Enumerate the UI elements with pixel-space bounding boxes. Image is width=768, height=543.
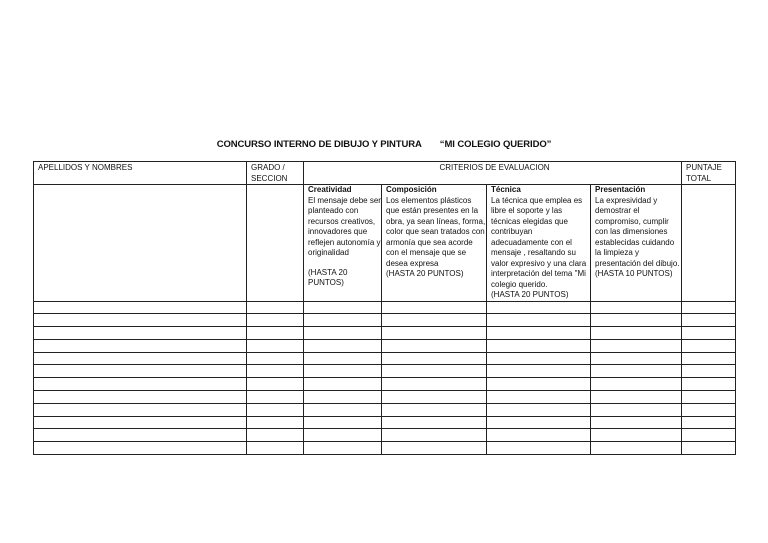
tecnica-cell[interactable] — [487, 442, 591, 455]
total-cell[interactable] — [682, 403, 736, 416]
composicion-cell[interactable] — [382, 352, 487, 365]
tecnica-cell[interactable] — [487, 391, 591, 404]
total-cell[interactable] — [682, 314, 736, 327]
presentacion-cell[interactable] — [591, 365, 682, 378]
grade-cell[interactable] — [247, 391, 304, 404]
tecnica-cell[interactable] — [487, 365, 591, 378]
composicion-cell[interactable] — [382, 391, 487, 404]
grade-cell[interactable] — [247, 352, 304, 365]
presentacion-cell[interactable] — [591, 339, 682, 352]
criterion-composicion: Composición Los elementos plásticos que están presentes en la obra, ya sean líneas, forma, color que sean tratados con armonía que sea acorde con el mensaje que se desea expresa (HASTA 20 PUNTOS) — [382, 185, 487, 302]
tecnica-cell[interactable] — [487, 429, 591, 442]
name-cell[interactable] — [34, 365, 247, 378]
header-criteria: CRITERIOS DE EVALUACION — [304, 162, 682, 185]
grade-cell[interactable] — [247, 339, 304, 352]
header-total: PUNTAJE TOTAL — [682, 162, 736, 185]
tecnica-cell[interactable] — [487, 301, 591, 314]
name-cell[interactable] — [34, 352, 247, 365]
table-row — [34, 301, 736, 314]
creatividad-cell[interactable] — [304, 442, 382, 455]
name-cell[interactable] — [34, 391, 247, 404]
total-cell[interactable] — [682, 327, 736, 340]
total-cell[interactable] — [682, 352, 736, 365]
composicion-cell[interactable] — [382, 416, 487, 429]
presentacion-cell[interactable] — [591, 314, 682, 327]
composicion-cell[interactable] — [382, 429, 487, 442]
grade-cell[interactable] — [247, 327, 304, 340]
total-cell[interactable] — [682, 365, 736, 378]
header-grade: GRADO / SECCION — [247, 162, 304, 185]
composicion-cell[interactable] — [382, 403, 487, 416]
presentacion-cell[interactable] — [591, 429, 682, 442]
table-row — [34, 314, 736, 327]
name-cell[interactable] — [34, 301, 247, 314]
table-row — [34, 339, 736, 352]
creatividad-cell[interactable] — [304, 391, 382, 404]
grade-cell[interactable] — [247, 314, 304, 327]
total-cell[interactable] — [682, 429, 736, 442]
title-motto: “MI COLEGIO QUERIDO” — [439, 139, 552, 150]
total-cell[interactable] — [682, 185, 736, 302]
name-cell[interactable] — [34, 403, 247, 416]
tecnica-cell[interactable] — [487, 314, 591, 327]
table-row — [34, 378, 736, 391]
name-cell[interactable] — [34, 416, 247, 429]
header-names: APELLIDOS Y NOMBRES — [34, 162, 247, 185]
tecnica-cell[interactable] — [487, 403, 591, 416]
creatividad-cell[interactable] — [304, 365, 382, 378]
criterion-creatividad: Creatividad El mensaje debe ser planteado con recursos creativos, innovadores que reflejen autonomía y originalidad (HASTA 20 PUNTOS) — [304, 185, 382, 302]
name-cell[interactable] — [34, 185, 247, 302]
creatividad-cell[interactable] — [304, 314, 382, 327]
tecnica-cell[interactable] — [487, 416, 591, 429]
grade-cell[interactable] — [247, 365, 304, 378]
composicion-cell[interactable] — [382, 339, 487, 352]
grade-cell[interactable] — [247, 442, 304, 455]
table-row — [34, 442, 736, 455]
tecnica-cell[interactable] — [487, 352, 591, 365]
name-cell[interactable] — [34, 327, 247, 340]
creatividad-cell[interactable] — [304, 352, 382, 365]
grade-cell[interactable] — [247, 403, 304, 416]
total-cell[interactable] — [682, 339, 736, 352]
presentacion-cell[interactable] — [591, 301, 682, 314]
table-row — [34, 352, 736, 365]
evaluation-table — [33, 161, 736, 455]
header-row — [34, 162, 736, 185]
grade-cell[interactable] — [247, 429, 304, 442]
table-row — [34, 391, 736, 404]
name-cell[interactable] — [34, 314, 247, 327]
table-row — [34, 365, 736, 378]
criterion-presentacion: Presentación La expresividad y demostrar el compromiso, cumplir con las dimensiones establecidas cuidando la limpieza y presentación del dibujo. (HASTA 10 PUNTOS) — [591, 185, 682, 302]
creatividad-cell[interactable] — [304, 339, 382, 352]
criterion-tecnica: Técnica La técnica que emplea es libre el soporte y las técnicas elegidas que contribuyan adecuadamente con el mensaje , resaltando su valor expresivo y una clara interpretación del tema "Mi colegio querido. (HASTA 20 PUNTOS) — [487, 185, 591, 302]
total-cell[interactable] — [682, 416, 736, 429]
creatividad-cell[interactable] — [304, 301, 382, 314]
creatividad-cell[interactable] — [304, 327, 382, 340]
presentacion-cell[interactable] — [591, 403, 682, 416]
entry-rows — [34, 301, 736, 455]
tecnica-cell[interactable] — [487, 339, 591, 352]
total-cell[interactable] — [682, 391, 736, 404]
total-cell[interactable] — [682, 378, 736, 391]
total-cell[interactable] — [682, 442, 736, 455]
presentacion-cell[interactable] — [591, 416, 682, 429]
creatividad-cell[interactable] — [304, 429, 382, 442]
presentacion-cell[interactable] — [591, 442, 682, 455]
composicion-cell[interactable] — [382, 314, 487, 327]
name-cell[interactable] — [34, 378, 247, 391]
presentacion-cell[interactable] — [591, 378, 682, 391]
composicion-cell[interactable] — [382, 378, 487, 391]
table-row — [34, 327, 736, 340]
name-cell[interactable] — [34, 442, 247, 455]
table-row — [34, 416, 736, 429]
title-contest: CONCURSO INTERNO DE DIBUJO Y PINTURA — [216, 139, 422, 150]
table-row — [34, 403, 736, 416]
name-cell[interactable] — [34, 429, 247, 442]
criteria-row — [34, 185, 736, 302]
presentacion-cell[interactable] — [591, 391, 682, 404]
total-cell[interactable] — [682, 301, 736, 314]
composicion-cell[interactable] — [382, 442, 487, 455]
page-title — [0, 139, 768, 150]
tecnica-cell[interactable] — [487, 378, 591, 391]
grade-cell[interactable] — [247, 301, 304, 314]
table-row — [34, 429, 736, 442]
composicion-cell[interactable] — [382, 301, 487, 314]
name-cell[interactable] — [34, 339, 247, 352]
grade-cell[interactable] — [247, 185, 304, 302]
composicion-cell[interactable] — [382, 327, 487, 340]
grade-cell[interactable] — [247, 378, 304, 391]
composicion-cell[interactable] — [382, 365, 487, 378]
creatividad-cell[interactable] — [304, 416, 382, 429]
creatividad-cell[interactable] — [304, 378, 382, 391]
presentacion-cell[interactable] — [591, 327, 682, 340]
creatividad-cell[interactable] — [304, 403, 382, 416]
grade-cell[interactable] — [247, 416, 304, 429]
tecnica-cell[interactable] — [487, 327, 591, 340]
presentacion-cell[interactable] — [591, 352, 682, 365]
